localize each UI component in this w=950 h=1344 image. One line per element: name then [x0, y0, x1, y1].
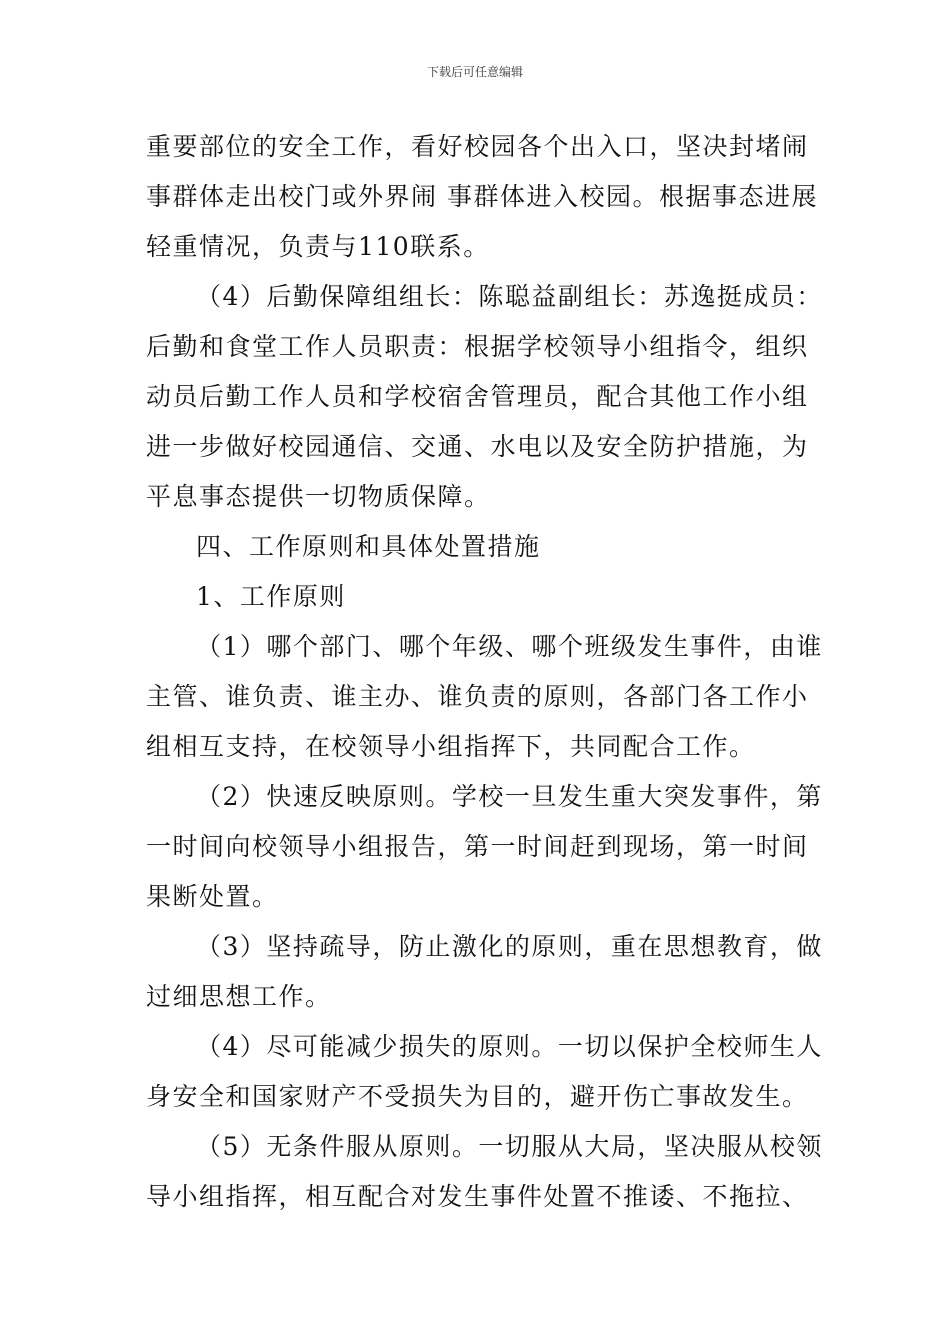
text-line: （3）坚持疏导，防止激化的原则，重在思想教育，做 [196, 932, 823, 961]
text-line: 平息事态提供一切物质保障。 [146, 482, 491, 511]
text-line: （4）后勤保障组组长：陈聪益副组长：苏逸挺成员： [196, 282, 823, 311]
text-line: 后勤和食堂工作人员职责：根据学校领导小组指令，组织 [146, 332, 809, 361]
page-header-note: 下载后可任意编辑 [426, 65, 523, 79]
text-line: 身安全和国家财产不受损失为目的，避开伤亡事故发生。 [146, 1082, 809, 1111]
subsection-heading: 1、工作原则 [196, 582, 346, 611]
text-line: （1）哪个部门、哪个年级、哪个班级发生事件，由谁 [196, 632, 823, 661]
text-line: 动员后勤工作人员和学校宿舍管理员，配合其他工作小组 [146, 382, 809, 411]
text-line: （5）无条件服从原则。一切服从大局，坚决服从校领 [196, 1132, 823, 1161]
text-line: 果断处置。 [146, 882, 279, 911]
text-line: 重要部位的安全工作，看好校园各个出入口，坚决封堵闹 [146, 132, 809, 161]
text-line: 导小组指挥，相互配合对发生事件处置不推诿、不拖拉、 [146, 1182, 809, 1211]
text-line: 轻重情况，负责与110联系。 [146, 232, 490, 261]
text-line: 组相互支持，在校领导小组指挥下，共同配合工作。 [146, 732, 756, 761]
document-body [146, 122, 823, 1222]
text-line: 一时间向校领导小组报告，第一时间赶到现场，第一时间 [146, 832, 809, 861]
text-line: 主管、谁负责、谁主办、谁负责的原则，各部门各工作小 [146, 682, 809, 711]
text-line: 事群体走出校门或外界闹 事群体进入校园。根据事态进展 [146, 182, 818, 211]
text-line: 过细思想工作。 [146, 982, 332, 1011]
text-line: （4）尽可能减少损失的原则。一切以保护全校师生人 [196, 1032, 823, 1061]
section-heading: 四、工作原则和具体处置措施 [196, 532, 541, 561]
text-line: （2）快速反映原则。学校一旦发生重大突发事件，第 [196, 782, 823, 811]
text-line: 进一步做好校园通信、交通、水电以及安全防护措施，为 [146, 432, 809, 461]
